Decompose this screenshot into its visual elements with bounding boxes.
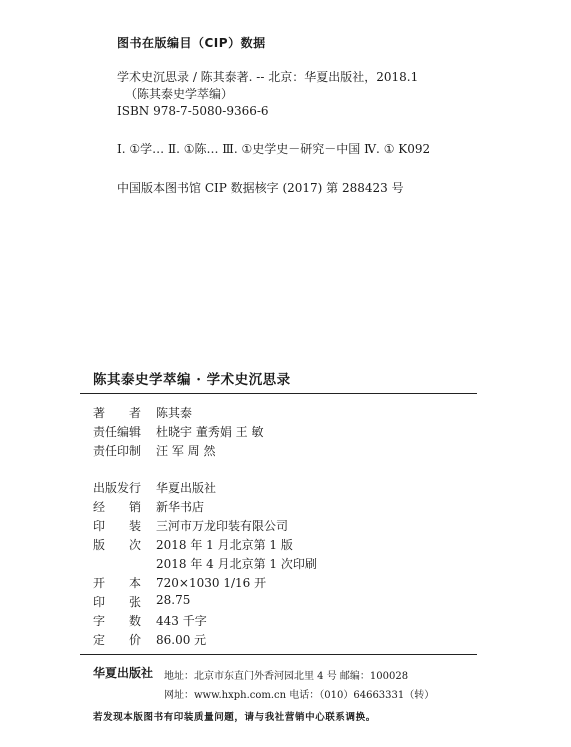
credit-value: 杜晓宇 董秀娟 王 敏 bbox=[156, 425, 264, 439]
credit-label: 责任编辑 bbox=[93, 425, 142, 439]
cip-catalog-line: 学术史沉思录 / 陈其泰著. -- 北京：华夏出版社，2018.1 bbox=[117, 70, 419, 84]
publishing-value: 86.00 元 bbox=[156, 633, 207, 647]
publishing-value: 2018 年 1 月北京第 1 版 bbox=[156, 538, 293, 552]
publisher-name: 华夏出版社 bbox=[93, 666, 154, 680]
publishing-value: 华夏出版社 bbox=[156, 481, 217, 495]
credit-value: 陈其泰 bbox=[156, 406, 193, 420]
credit-label: 著 者 bbox=[93, 406, 142, 420]
publishing-value: 三河市万龙印装有限公司 bbox=[156, 519, 289, 533]
publisher-contact: 网址：www.hxph.com.cn 电话：（010）64663331（转） bbox=[164, 690, 435, 701]
publishing-label: 开 本 bbox=[93, 576, 142, 590]
publishing-value: 443 千字 bbox=[156, 614, 207, 628]
footer-rule bbox=[80, 654, 477, 655]
publishing-value: 28.75 bbox=[156, 593, 191, 607]
cip-series-line: （陈其泰史学萃编） bbox=[125, 87, 234, 101]
title-rule bbox=[80, 393, 477, 394]
publishing-label: 定 价 bbox=[93, 633, 142, 647]
credit-value: 汪 军 周 然 bbox=[156, 444, 216, 458]
credit-label: 责任印制 bbox=[93, 444, 142, 458]
cip-classification: Ⅰ. ①学… Ⅱ. ①陈… Ⅲ. ①史学史－研究－中国 Ⅳ. ① K092 bbox=[117, 142, 431, 156]
publishing-label: 经 销 bbox=[93, 500, 142, 514]
publishing-value: 720×1030 1/16 开 bbox=[156, 576, 267, 590]
cip-isbn: ISBN 978-7-5080-9366-6 bbox=[117, 104, 269, 118]
publishing-value: 2018 年 4 月北京第 1 次印刷 bbox=[156, 557, 317, 571]
publisher-address: 地址：北京市东直门外香河园北里 4 号 邮编：100028 bbox=[164, 671, 409, 682]
publishing-label: 印 装 bbox=[93, 519, 142, 533]
publishing-label: 出版发行 bbox=[93, 481, 142, 495]
book-title: 陈其泰史学萃编 · 学术史沉思录 bbox=[93, 372, 291, 388]
publishing-label: 版 次 bbox=[93, 538, 142, 552]
publishing-label: 印 张 bbox=[93, 595, 142, 609]
quality-notice: 若发现本版图书有印装质量问题，请与我社营销中心联系调换。 bbox=[93, 712, 376, 723]
publishing-value: 新华书店 bbox=[156, 500, 205, 514]
publishing-label: 字 数 bbox=[93, 614, 142, 628]
cip-record-number: 中国版本图书馆 CIP 数据核字 (2017) 第 288423 号 bbox=[117, 181, 404, 195]
cip-heading: 图书在版编目（CIP）数据 bbox=[117, 36, 266, 50]
